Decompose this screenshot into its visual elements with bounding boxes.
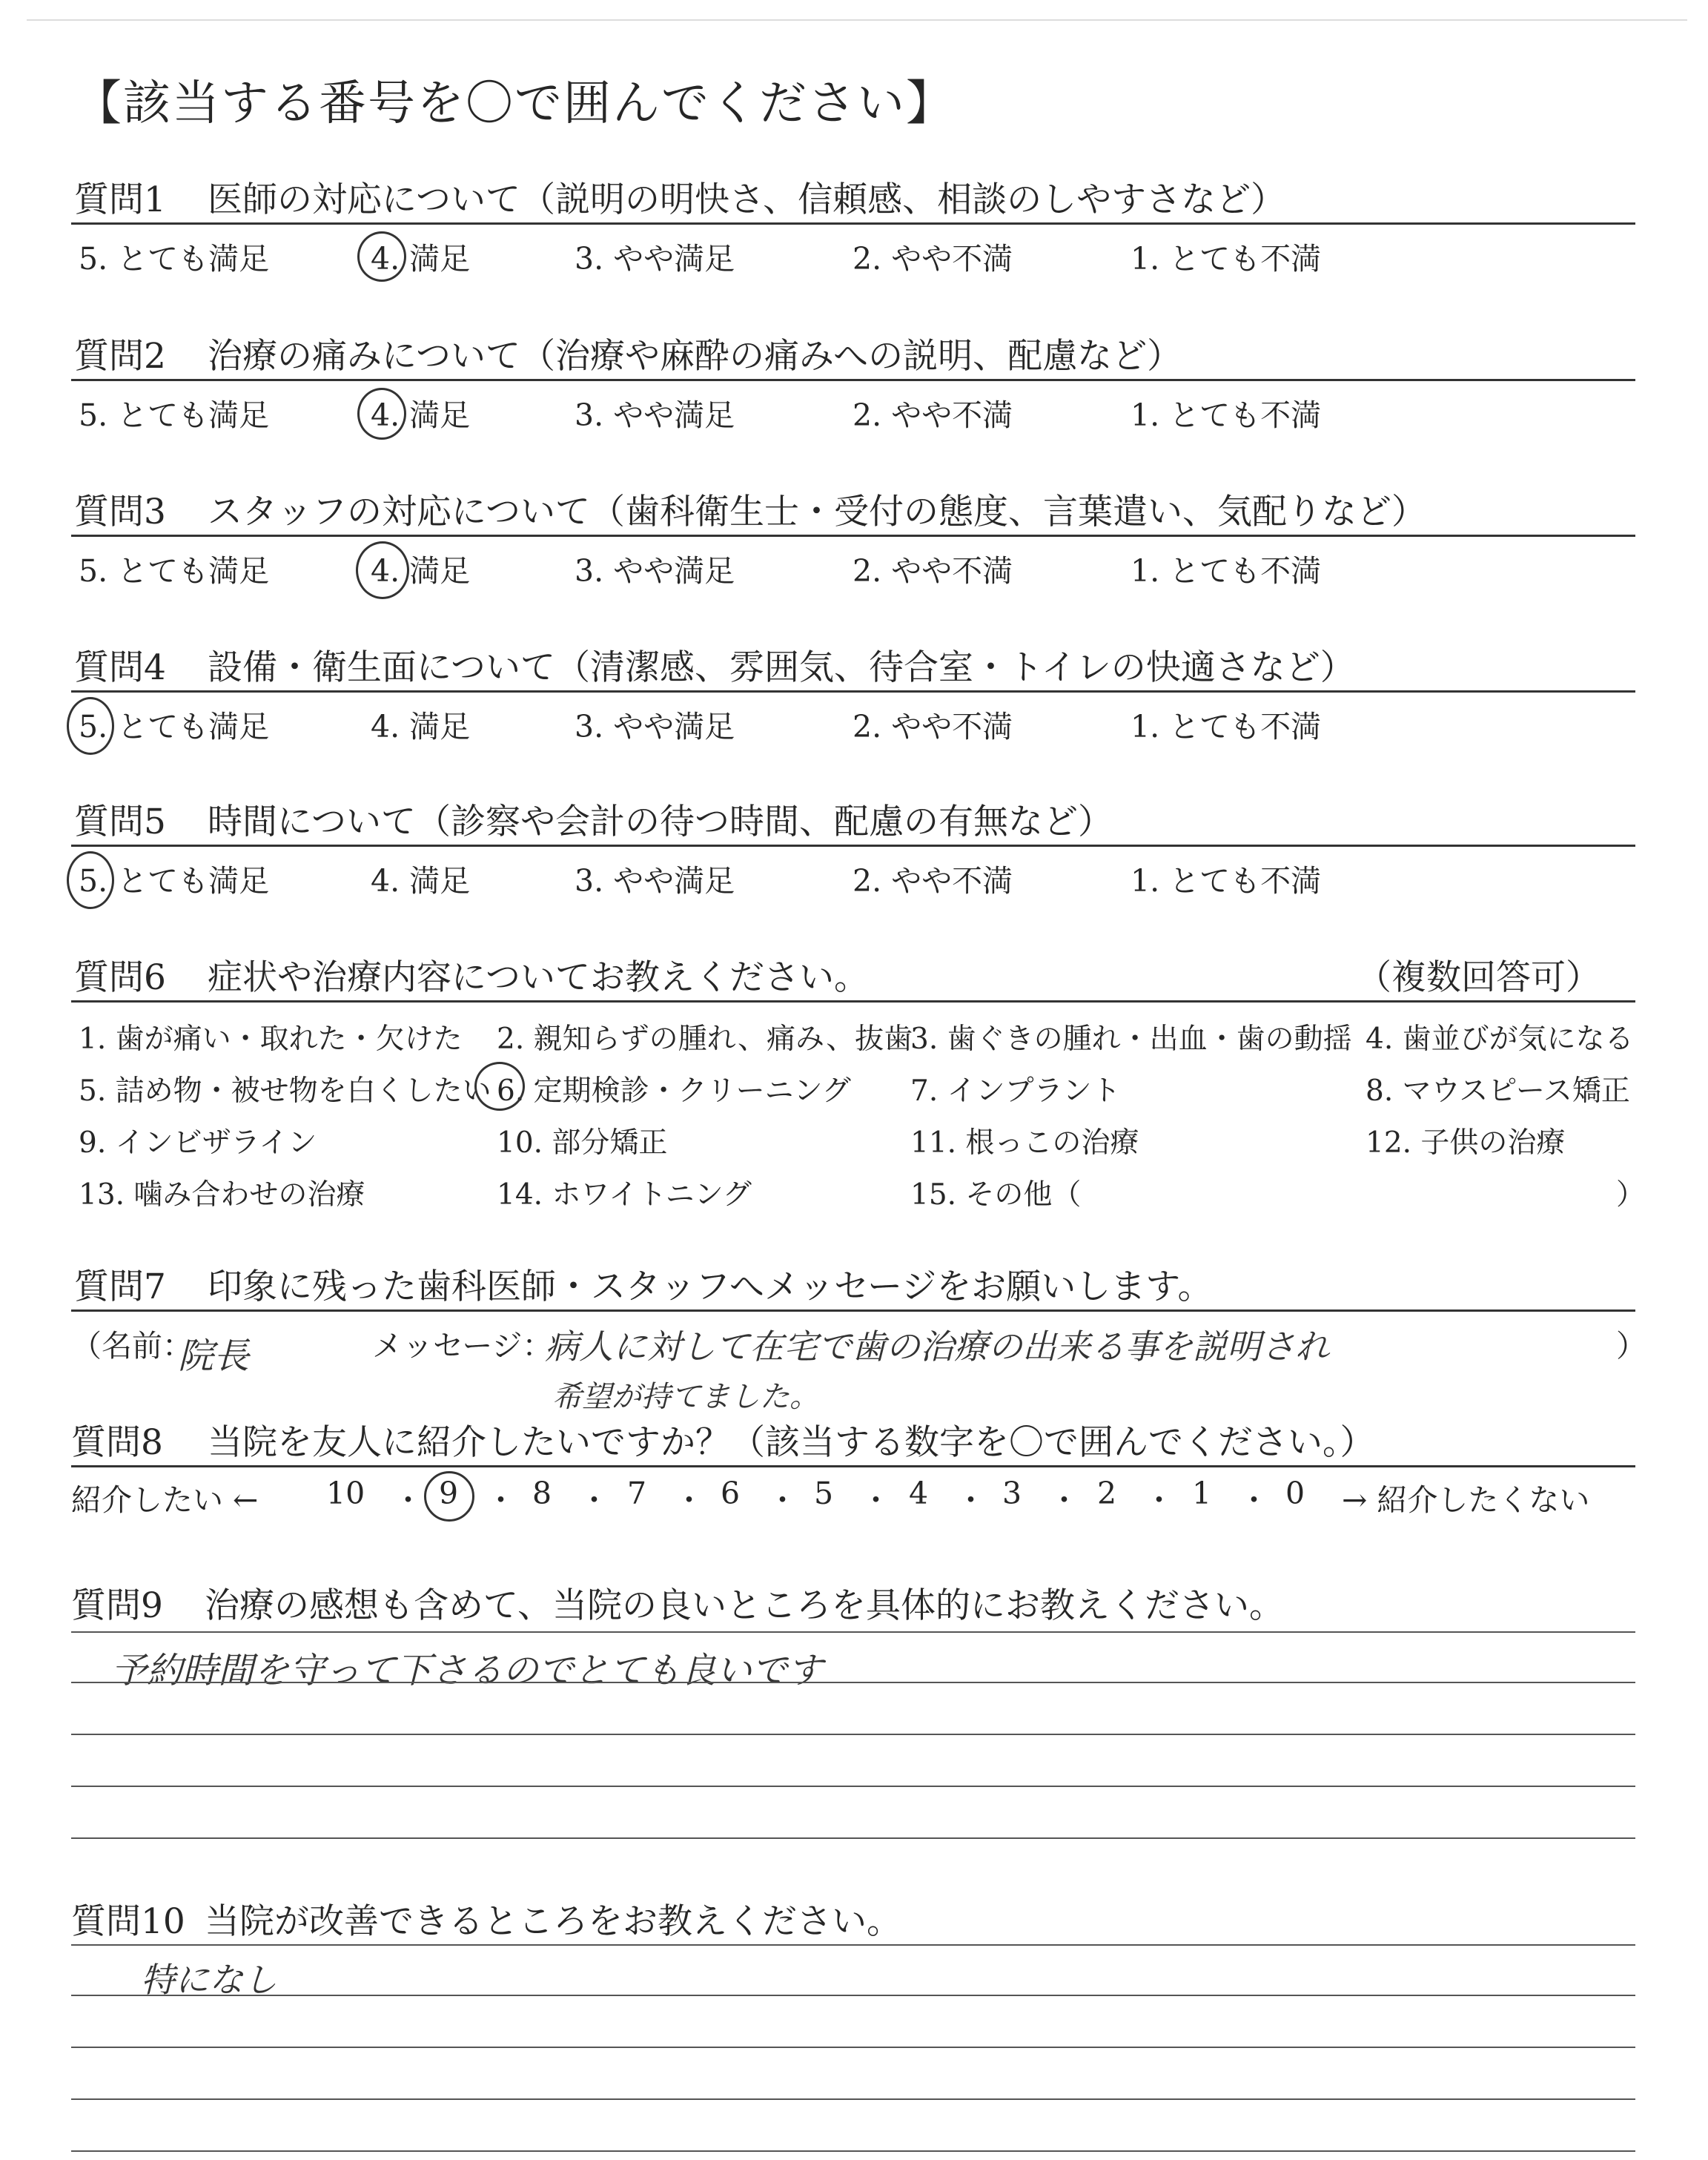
q2-opt-2[interactable]: 2. やや不満 — [853, 397, 1013, 433]
q7-message-line1[interactable]: 病人に対して在宅で歯の治療の出来る事を説明され — [545, 1327, 1329, 1367]
q8-dot: ・ — [486, 1482, 516, 1518]
top-border — [27, 19, 1687, 21]
q10-label: 質問10 — [71, 1901, 185, 1942]
q8-dot: ・ — [1049, 1482, 1079, 1518]
q3-selection-circle — [356, 541, 409, 599]
q6-item-11[interactable]: 11. 根っこの治療 — [910, 1126, 1139, 1160]
q8-label: 質問8 — [71, 1422, 163, 1463]
q8-dot: ・ — [1239, 1482, 1269, 1518]
q8-score-4[interactable]: 4 — [909, 1476, 929, 1511]
q9-line-1 — [71, 1631, 1635, 1633]
q10-line-4 — [71, 2098, 1635, 2100]
q3-text: スタッフの対応について（歯科衛生士・受付の態度、言葉遣い、気配りなど） — [208, 492, 1427, 532]
q4-text: 設備・衛生面について（清潔感、雰囲気、待合室・トイレの快適さなど） — [208, 647, 1355, 688]
q8-dot: ・ — [767, 1482, 798, 1518]
q6-selection-circle — [474, 1062, 525, 1111]
q8-score-2[interactable]: 2 — [1097, 1476, 1117, 1511]
q2-rule — [71, 379, 1635, 381]
q2-opt-4[interactable]: 4. 満足 — [371, 397, 471, 433]
q1-opt-3[interactable]: 3. やや満足 — [575, 241, 735, 277]
q4-opt-3[interactable]: 3. やや満足 — [575, 709, 735, 744]
q2-text: 治療の痛みについて（治療や麻酔の痛みへの説明、配慮など） — [208, 336, 1182, 377]
q8-dot: ・ — [861, 1482, 891, 1518]
q1-rule — [71, 222, 1635, 225]
q6-item-10[interactable]: 10. 部分矯正 — [497, 1126, 668, 1160]
q6-item-5[interactable]: 5. 詰め物・被せ物を白くしたい — [79, 1074, 491, 1108]
q4-opt-5[interactable]: 5. とても満足 — [79, 709, 270, 744]
q7-rule — [71, 1309, 1635, 1312]
q7-name-label: （名前： — [71, 1328, 193, 1364]
q1-opt-5[interactable]: 5. とても満足 — [79, 241, 270, 277]
q1-selection-circle — [357, 231, 406, 282]
q8-score-10[interactable]: 10 — [326, 1476, 365, 1511]
q7-label: 質問7 — [74, 1266, 166, 1307]
q7-close-paren: ） — [1616, 1328, 1646, 1364]
q10-text: 当院が改善できるところをお教えください。 — [205, 1901, 901, 1942]
q10-line-3 — [71, 2047, 1635, 2048]
q7-text: 印象に残った歯科医師・スタッフへメッセージをお願いします。 — [208, 1266, 1213, 1307]
q4-label: 質問4 — [74, 647, 166, 688]
q6-item-7[interactable]: 7. インプラント — [910, 1074, 1121, 1108]
q7-message-label: メッセージ： — [372, 1328, 553, 1364]
q3-label: 質問3 — [74, 492, 166, 532]
q1-text: 医師の対応について（説明の明快さ、信頼感、相談のしやすさなど） — [208, 179, 1286, 220]
q6-note: （複数回答可） — [1357, 957, 1601, 998]
q8-left-label: 紹介したい ← — [71, 1482, 259, 1518]
q5-opt-5[interactable]: 5. とても満足 — [79, 863, 270, 899]
q4-opt-1[interactable]: 1. とても不満 — [1131, 709, 1322, 744]
q9-line-2 — [71, 1682, 1635, 1683]
q4-rule — [71, 690, 1635, 693]
q8-score-7[interactable]: 7 — [627, 1476, 647, 1511]
q1-opt-2[interactable]: 2. やや不満 — [853, 241, 1013, 277]
q9-answer[interactable]: 予約時間を守って下さるのでとても良いです — [111, 1650, 824, 1691]
q8-right-label: → 紹介したくない — [1342, 1482, 1590, 1518]
q9-line-3 — [71, 1734, 1635, 1735]
q10-line-2 — [71, 1995, 1635, 1996]
q8-score-5[interactable]: 5 — [814, 1476, 834, 1511]
q6-item-12[interactable]: 12. 子供の治療 — [1366, 1126, 1566, 1160]
q5-opt-1[interactable]: 1. とても不満 — [1131, 863, 1322, 899]
q2-selection-circle — [357, 388, 406, 440]
q5-rule — [71, 845, 1635, 847]
q8-rule — [71, 1465, 1635, 1467]
q8-dot: ・ — [579, 1482, 609, 1518]
q1-label: 質問1 — [74, 179, 166, 220]
q6-label: 質問6 — [74, 957, 166, 998]
q1-opt-1[interactable]: 1. とても不満 — [1131, 241, 1322, 277]
q6-item-1[interactable]: 1. 歯が痛い・取れた・欠けた — [79, 1023, 463, 1056]
q3-opt-5[interactable]: 5. とても満足 — [79, 553, 270, 589]
q6-item-14[interactable]: 14. ホワイトニング — [497, 1178, 752, 1212]
q3-opt-2[interactable]: 2. やや不満 — [853, 553, 1013, 589]
q2-label: 質問2 — [74, 336, 166, 377]
q6-rule — [71, 1000, 1635, 1003]
q9-text: 治療の感想も含めて、当院の良いところを具体的にお教えください。 — [205, 1585, 1285, 1626]
q5-opt-2[interactable]: 2. やや不満 — [853, 863, 1013, 899]
q6-item-9[interactable]: 9. インビザライン — [79, 1126, 317, 1160]
q8-dot: ・ — [393, 1482, 423, 1518]
q10-line-1 — [71, 1944, 1635, 1946]
q8-score-1[interactable]: 1 — [1192, 1476, 1212, 1511]
q8-text: 当院を友人に紹介したいですか？（該当する数字を〇で囲んでください。） — [208, 1422, 1375, 1463]
q6-item-6[interactable]: 6. 定期検診・クリーニング — [497, 1074, 851, 1108]
q8-dot: ・ — [1144, 1482, 1174, 1518]
q6-item-3[interactable]: 3. 歯ぐきの腫れ・出血・歯の動揺 — [910, 1023, 1352, 1056]
q8-score-0[interactable]: 0 — [1285, 1476, 1305, 1511]
q6-item-13[interactable]: 13. 噛み合わせの治療 — [79, 1178, 365, 1212]
q9-line-5 — [71, 1837, 1635, 1839]
q8-score-3[interactable]: 3 — [1002, 1476, 1022, 1511]
q6-item-15[interactable]: 15. その他（ — [910, 1178, 1082, 1212]
q4-opt-2[interactable]: 2. やや不満 — [853, 709, 1013, 744]
q10-line-5 — [71, 2150, 1635, 2152]
q9-label: 質問9 — [71, 1585, 163, 1626]
q6-item-4[interactable]: 4. 歯並びが気になる — [1366, 1023, 1634, 1056]
q4-opt-4[interactable]: 4. 満足 — [371, 709, 471, 744]
q5-opt-3[interactable]: 3. やや満足 — [575, 863, 735, 899]
q7-name-value[interactable]: 院長 — [178, 1335, 250, 1377]
q7-message-line2[interactable]: 希望が持てました。 — [552, 1380, 819, 1414]
q5-text: 時間について（診察や会計の待つ時間、配慮の有無など） — [208, 802, 1113, 842]
q5-selection-circle — [67, 851, 114, 909]
q8-score-8[interactable]: 8 — [532, 1476, 552, 1511]
q1-opt-4[interactable]: 4. 満足 — [371, 241, 471, 277]
q6-item-2[interactable]: 2. 親知らずの腫れ、痛み、抜歯 — [497, 1023, 913, 1056]
q3-opt-3[interactable]: 3. やや満足 — [575, 553, 735, 589]
page-title: 【該当する番号を〇で囲んでください】 — [74, 76, 955, 131]
q2-opt-1[interactable]: 1. とても不満 — [1131, 397, 1322, 433]
q3-opt-4[interactable]: 4. 満足 — [371, 553, 471, 589]
q5-opt-4[interactable]: 4. 満足 — [371, 863, 471, 899]
q3-rule — [71, 535, 1635, 537]
q9-line-4 — [71, 1786, 1635, 1787]
q8-score-6[interactable]: 6 — [721, 1476, 741, 1511]
q6-text: 症状や治療内容についてお教えください。 — [208, 957, 870, 998]
q8-score-9[interactable]: 9 — [439, 1476, 459, 1511]
q5-label: 質問5 — [74, 802, 166, 842]
q2-opt-5[interactable]: 5. とても満足 — [79, 397, 270, 433]
q10-answer[interactable]: 特になし — [141, 1960, 277, 2000]
q3-opt-1[interactable]: 1. とても不満 — [1131, 553, 1322, 589]
q4-selection-circle — [67, 697, 114, 755]
q2-opt-3[interactable]: 3. やや満足 — [575, 397, 735, 433]
q8-dot: ・ — [674, 1482, 704, 1518]
q8-dot: ・ — [956, 1482, 986, 1518]
q6-other-close-paren: ） — [1616, 1178, 1646, 1212]
q6-item-8[interactable]: 8. マウスピース矯正 — [1366, 1074, 1630, 1108]
q8-selection-circle — [424, 1471, 474, 1522]
